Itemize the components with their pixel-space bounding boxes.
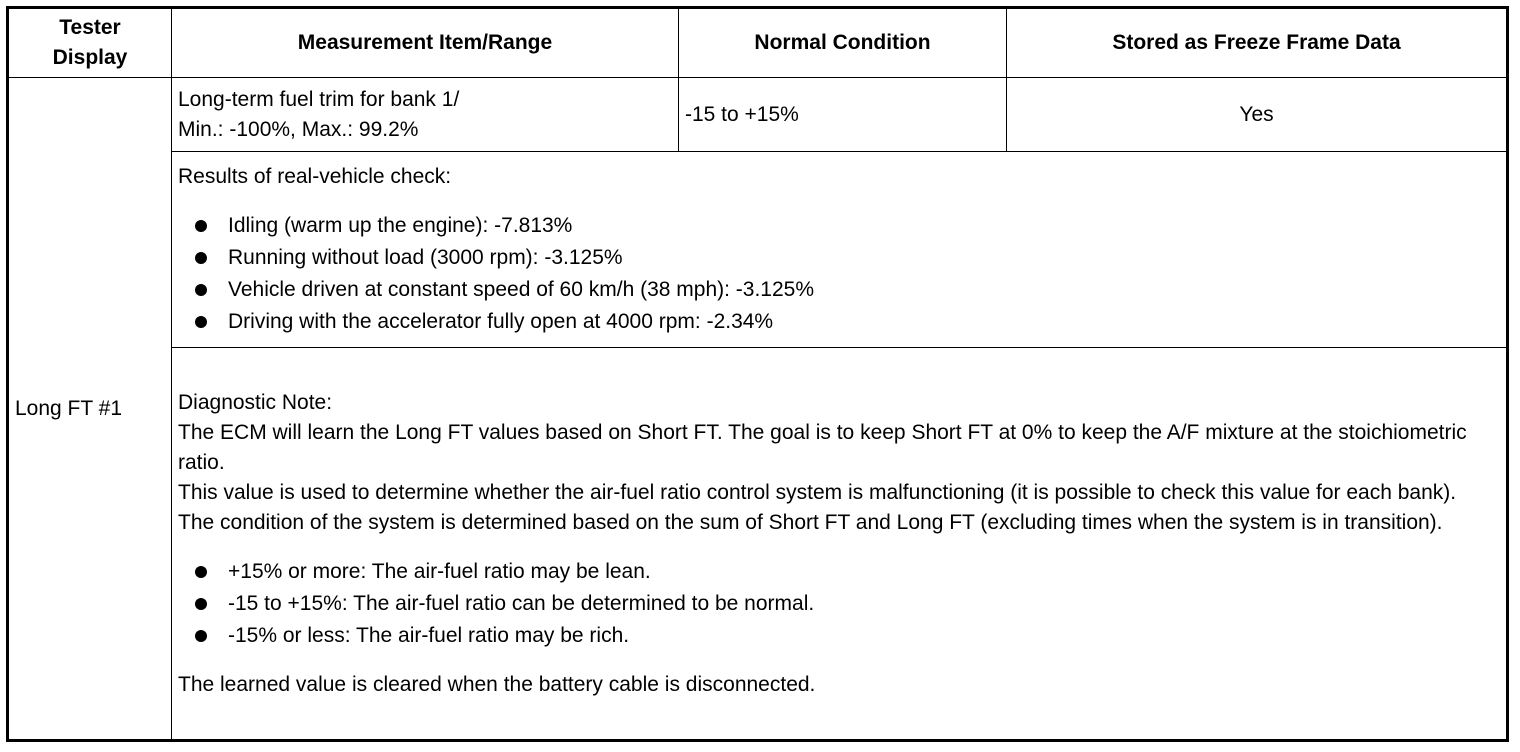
tester-display-cell: Long FT #1 bbox=[8, 78, 172, 741]
note-heading: Diagnostic Note: bbox=[178, 390, 333, 414]
header-tester-line2: Display bbox=[52, 46, 128, 69]
note-paragraph: The condition of the system is determined based on the sum of Short FT and Long FT (excluding times when the system is in transition). bbox=[178, 510, 1443, 534]
note-footer: The learned value is cleared when the battery cable is disconnected. bbox=[178, 672, 816, 696]
measurement-line2: Min.: -100%, Max.: 99.2% bbox=[178, 117, 419, 141]
list-item: Vehicle driven at constant speed of 60 km/h (38 mph): -3.125% bbox=[178, 274, 1500, 306]
list-item: +15% or more: The air-fuel ratio may be lean. bbox=[178, 556, 1500, 588]
header-tester-display bbox=[8, 8, 172, 78]
data-row bbox=[8, 78, 1508, 152]
results-row bbox=[8, 152, 1508, 348]
note-paragraph: This value is used to determine whether the air-fuel ratio control system is malfunctioning (it is possible to check this value for each bank). bbox=[178, 480, 1457, 504]
list-item: Idling (warm up the engine): -7.813% bbox=[178, 210, 1500, 242]
list-item: -15% or less: The air-fuel ratio may be rich. bbox=[178, 620, 1500, 652]
list-item: Driving with the accelerator fully open at 4000 rpm: -2.34% bbox=[178, 306, 1500, 338]
note-row bbox=[8, 348, 1508, 741]
header-tester-line1: Tester bbox=[59, 16, 121, 39]
measurement-cell bbox=[172, 78, 679, 152]
header-normal-condition: Normal Condition bbox=[679, 8, 1007, 78]
header-measurement: Measurement Item/Range bbox=[172, 8, 679, 78]
list-item: -15 to +15%: The air-fuel ratio can be determined to be normal. bbox=[178, 588, 1500, 620]
note-list bbox=[178, 556, 1500, 652]
note-cell bbox=[172, 348, 1508, 741]
header-row bbox=[8, 8, 1508, 78]
measurement-line1: Long-term fuel trim for bank 1/ bbox=[178, 87, 460, 111]
results-cell bbox=[172, 152, 1508, 348]
long-ft-spec-table bbox=[6, 6, 1509, 742]
results-list bbox=[178, 210, 1500, 338]
list-item: Running without load (3000 rpm): -3.125% bbox=[178, 242, 1500, 274]
freeze-frame-cell: Yes bbox=[1007, 78, 1508, 152]
normal-condition-cell: -15 to +15% bbox=[679, 78, 1007, 152]
note-paragraph: The ECM will learn the Long FT values based on Short FT. The goal is to keep Short FT at 0% to keep the A/F mixture at the stoichiometric ratio. bbox=[178, 420, 1467, 474]
results-heading: Results of real-vehicle check: bbox=[178, 164, 452, 188]
header-freeze-frame: Stored as Freeze Frame Data bbox=[1007, 8, 1508, 78]
